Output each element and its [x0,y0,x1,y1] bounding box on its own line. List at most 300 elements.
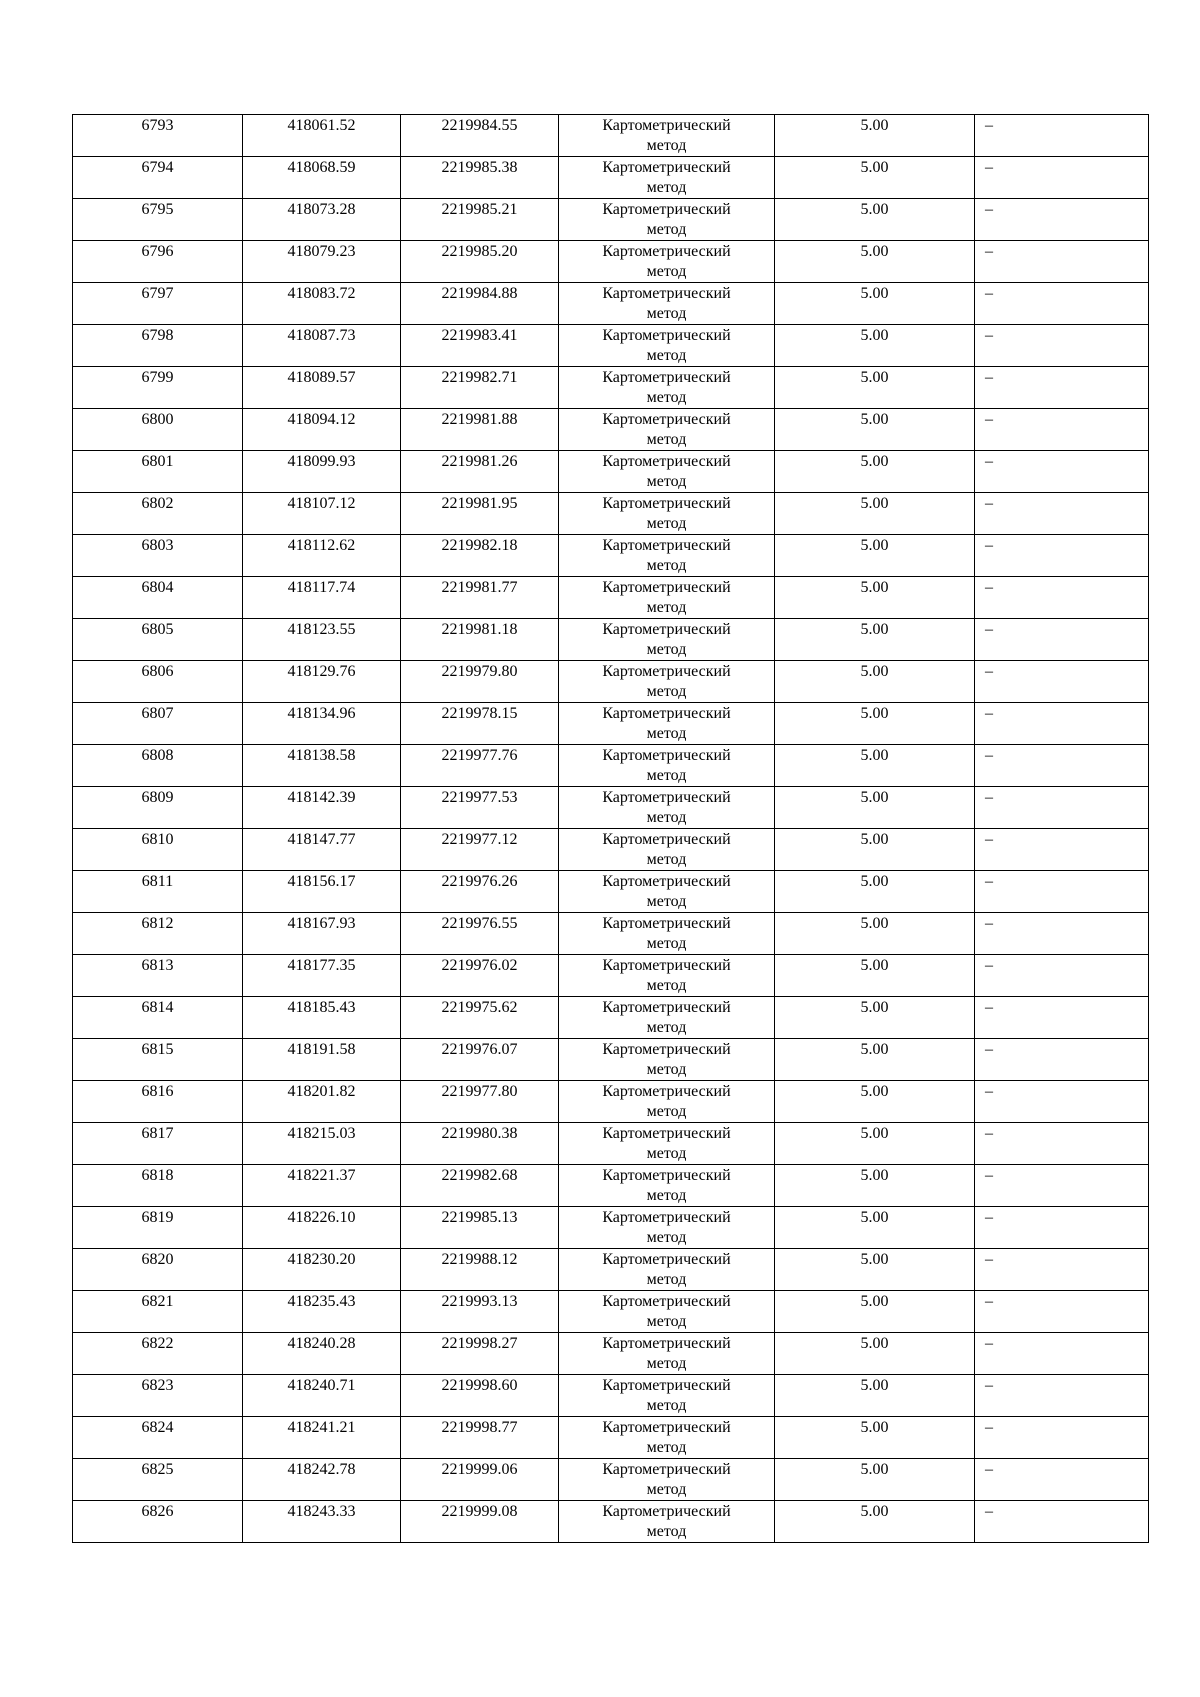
method-text-line: метод [646,1397,687,1414]
cell-y-coordinate: 2219981.88 [401,409,559,451]
cell-x-coordinate: 418129.76 [243,661,401,703]
cell-note: – [975,1039,1149,1081]
method-text-line: Картометрический [602,705,731,722]
cell-method [559,409,775,451]
cell-method [559,1417,775,1459]
table-row [73,325,1149,367]
cell-note: – [975,829,1149,871]
table-row [73,493,1149,535]
cell-point-number: 6794 [73,157,243,199]
cell-note: – [975,1291,1149,1333]
cell-note: – [975,1459,1149,1501]
method-text-line: метод [646,1145,687,1162]
cell-method [559,1039,775,1081]
table-row [73,1249,1149,1291]
cell-note: – [975,955,1149,997]
cell-note: – [975,787,1149,829]
method-text-line: метод [646,1439,687,1456]
method-text-line: Картометрический [602,1251,731,1268]
cell-point-number: 6819 [73,1207,243,1249]
cell-y-coordinate: 2219982.68 [401,1165,559,1207]
cell-y-coordinate: 2219976.07 [401,1039,559,1081]
cell-y-coordinate: 2219981.18 [401,619,559,661]
method-text-line: метод [646,1061,687,1078]
table-row [73,1165,1149,1207]
cell-note: – [975,745,1149,787]
cell-accuracy: 5.00 [775,1039,975,1081]
table-row [73,1039,1149,1081]
method-text-line: Картометрический [602,1503,731,1520]
cell-method [559,871,775,913]
cell-accuracy: 5.00 [775,1375,975,1417]
cell-method [559,913,775,955]
cell-x-coordinate: 418230.20 [243,1249,401,1291]
cell-point-number: 6807 [73,703,243,745]
cell-method [559,1375,775,1417]
method-text-line: Картометрический [602,957,731,974]
cell-x-coordinate: 418221.37 [243,1165,401,1207]
cell-method [559,199,775,241]
cell-accuracy: 5.00 [775,199,975,241]
cell-x-coordinate: 418123.55 [243,619,401,661]
cell-accuracy: 5.00 [775,115,975,157]
cell-accuracy: 5.00 [775,829,975,871]
cell-point-number: 6815 [73,1039,243,1081]
cell-accuracy: 5.00 [775,745,975,787]
cell-point-number: 6816 [73,1081,243,1123]
cell-point-number: 6808 [73,745,243,787]
method-text-line: метод [646,683,687,700]
method-text-line: метод [646,1019,687,1036]
cell-point-number: 6811 [73,871,243,913]
cell-y-coordinate: 2219985.20 [401,241,559,283]
cell-accuracy: 5.00 [775,451,975,493]
cell-y-coordinate: 2219999.08 [401,1501,559,1543]
method-text-line: метод [646,767,687,784]
cell-y-coordinate: 2219981.26 [401,451,559,493]
cell-note: – [975,577,1149,619]
cell-method [559,367,775,409]
method-text-line: метод [646,893,687,910]
cell-point-number: 6817 [73,1123,243,1165]
cell-x-coordinate: 418191.58 [243,1039,401,1081]
cell-x-coordinate: 418226.10 [243,1207,401,1249]
cell-point-number: 6804 [73,577,243,619]
cell-method [559,787,775,829]
cell-accuracy: 5.00 [775,1333,975,1375]
cell-method [559,535,775,577]
cell-point-number: 6802 [73,493,243,535]
coordinates-table [72,114,1149,1543]
cell-accuracy: 5.00 [775,1501,975,1543]
method-text-line: метод [646,1313,687,1330]
cell-point-number: 6793 [73,115,243,157]
table-row [73,1291,1149,1333]
cell-x-coordinate: 418073.28 [243,199,401,241]
method-text-line: Картометрический [602,1083,731,1100]
table-row [73,1207,1149,1249]
cell-x-coordinate: 418112.62 [243,535,401,577]
cell-x-coordinate: 418134.96 [243,703,401,745]
method-text-line: Картометрический [602,1293,731,1310]
cell-point-number: 6795 [73,199,243,241]
cell-point-number: 6806 [73,661,243,703]
cell-note: – [975,913,1149,955]
cell-accuracy: 5.00 [775,283,975,325]
cell-x-coordinate: 418079.23 [243,241,401,283]
table-row [73,283,1149,325]
method-text-line: метод [646,179,687,196]
cell-accuracy: 5.00 [775,577,975,619]
cell-accuracy: 5.00 [775,157,975,199]
table-row [73,1123,1149,1165]
table-row [73,871,1149,913]
cell-y-coordinate: 2219976.02 [401,955,559,997]
coordinates-table-body [73,115,1149,1543]
method-text-line: метод [646,1355,687,1372]
table-row [73,703,1149,745]
cell-point-number: 6823 [73,1375,243,1417]
cell-x-coordinate: 418117.74 [243,577,401,619]
method-text-line: Картометрический [602,873,731,890]
cell-x-coordinate: 418147.77 [243,829,401,871]
table-row [73,1501,1149,1543]
cell-accuracy: 5.00 [775,997,975,1039]
method-text-line: метод [646,1187,687,1204]
cell-point-number: 6799 [73,367,243,409]
table-row [73,1081,1149,1123]
cell-point-number: 6801 [73,451,243,493]
method-text-line: Картометрический [602,453,731,470]
table-row [73,409,1149,451]
cell-point-number: 6824 [73,1417,243,1459]
cell-y-coordinate: 2219988.12 [401,1249,559,1291]
cell-y-coordinate: 2219981.77 [401,577,559,619]
cell-method [559,955,775,997]
cell-x-coordinate: 418215.03 [243,1123,401,1165]
method-text-line: Картометрический [602,537,731,554]
cell-method [559,1081,775,1123]
table-row [73,955,1149,997]
method-text-line: метод [646,935,687,952]
cell-method [559,703,775,745]
cell-method [559,1249,775,1291]
cell-point-number: 6805 [73,619,243,661]
cell-y-coordinate: 2219998.27 [401,1333,559,1375]
method-text-line: метод [646,851,687,868]
cell-point-number: 6809 [73,787,243,829]
method-text-line: метод [646,1481,687,1498]
cell-method [559,451,775,493]
cell-note: – [975,1165,1149,1207]
cell-point-number: 6798 [73,325,243,367]
cell-x-coordinate: 418185.43 [243,997,401,1039]
cell-point-number: 6797 [73,283,243,325]
cell-accuracy: 5.00 [775,1291,975,1333]
method-text-line: метод [646,557,687,574]
cell-x-coordinate: 418061.52 [243,115,401,157]
cell-y-coordinate: 2219984.88 [401,283,559,325]
cell-point-number: 6800 [73,409,243,451]
method-text-line: метод [646,389,687,406]
method-text-line: Картометрический [602,1461,731,1478]
method-text-line: Картометрический [602,1335,731,1352]
cell-y-coordinate: 2219998.77 [401,1417,559,1459]
cell-method [559,325,775,367]
cell-y-coordinate: 2219999.06 [401,1459,559,1501]
cell-y-coordinate: 2219977.12 [401,829,559,871]
cell-x-coordinate: 418107.12 [243,493,401,535]
cell-method [559,661,775,703]
cell-note: – [975,703,1149,745]
cell-y-coordinate: 2219983.41 [401,325,559,367]
cell-method [559,745,775,787]
method-text-line: Картометрический [602,747,731,764]
method-text-line: Картометрический [602,285,731,302]
cell-point-number: 6818 [73,1165,243,1207]
cell-note: – [975,199,1149,241]
method-text-line: метод [646,1229,687,1246]
method-text-line: метод [646,725,687,742]
cell-accuracy: 5.00 [775,325,975,367]
cell-note: – [975,1207,1149,1249]
cell-point-number: 6825 [73,1459,243,1501]
method-text-line: Картометрический [602,915,731,932]
method-text-line: метод [646,305,687,322]
method-text-line: метод [646,431,687,448]
cell-accuracy: 5.00 [775,241,975,283]
table-row [73,661,1149,703]
method-text-line: метод [646,1271,687,1288]
method-text-line: метод [646,599,687,616]
cell-note: – [975,115,1149,157]
cell-accuracy: 5.00 [775,1123,975,1165]
cell-accuracy: 5.00 [775,787,975,829]
cell-accuracy: 5.00 [775,871,975,913]
cell-method [559,619,775,661]
cell-method [559,283,775,325]
cell-method [559,1333,775,1375]
cell-y-coordinate: 2219985.13 [401,1207,559,1249]
method-text-line: Картометрический [602,411,731,428]
cell-y-coordinate: 2219984.55 [401,115,559,157]
cell-method [559,1291,775,1333]
cell-note: – [975,661,1149,703]
cell-accuracy: 5.00 [775,955,975,997]
table-row [73,829,1149,871]
cell-x-coordinate: 418089.57 [243,367,401,409]
cell-x-coordinate: 418242.78 [243,1459,401,1501]
cell-accuracy: 5.00 [775,1165,975,1207]
cell-accuracy: 5.00 [775,1249,975,1291]
cell-x-coordinate: 418235.43 [243,1291,401,1333]
cell-note: – [975,535,1149,577]
cell-note: – [975,1081,1149,1123]
cell-accuracy: 5.00 [775,493,975,535]
cell-note: – [975,1123,1149,1165]
table-row [73,367,1149,409]
method-text-line: Картометрический [602,369,731,386]
cell-point-number: 6812 [73,913,243,955]
cell-note: – [975,1417,1149,1459]
method-text-line: Картометрический [602,1419,731,1436]
cell-note: – [975,157,1149,199]
table-row [73,787,1149,829]
cell-method [559,577,775,619]
cell-y-coordinate: 2219998.60 [401,1375,559,1417]
cell-method [559,157,775,199]
method-text-line: Картометрический [602,831,731,848]
method-text-line: Картометрический [602,243,731,260]
cell-note: – [975,1375,1149,1417]
cell-note: – [975,325,1149,367]
method-text-line: Картометрический [602,621,731,638]
method-text-line: Картометрический [602,1167,731,1184]
cell-accuracy: 5.00 [775,661,975,703]
cell-x-coordinate: 418240.71 [243,1375,401,1417]
table-row [73,1459,1149,1501]
table-row [73,199,1149,241]
method-text-line: Картометрический [602,495,731,512]
cell-note: – [975,367,1149,409]
cell-point-number: 6813 [73,955,243,997]
cell-accuracy: 5.00 [775,409,975,451]
table-row [73,997,1149,1039]
method-text-line: Картометрический [602,999,731,1016]
cell-point-number: 6814 [73,997,243,1039]
method-text-line: метод [646,809,687,826]
cell-method [559,1501,775,1543]
cell-note: – [975,493,1149,535]
table-row [73,115,1149,157]
cell-note: – [975,409,1149,451]
cell-accuracy: 5.00 [775,913,975,955]
table-row [73,241,1149,283]
table-row [73,1417,1149,1459]
method-text-line: метод [646,473,687,490]
method-text-line: Картометрический [602,663,731,680]
cell-x-coordinate: 418156.17 [243,871,401,913]
cell-y-coordinate: 2219977.76 [401,745,559,787]
cell-y-coordinate: 2219985.21 [401,199,559,241]
cell-point-number: 6803 [73,535,243,577]
method-text-line: Картометрический [602,1041,731,1058]
method-text-line: метод [646,1523,687,1540]
cell-y-coordinate: 2219976.55 [401,913,559,955]
cell-method [559,1165,775,1207]
cell-accuracy: 5.00 [775,535,975,577]
cell-x-coordinate: 418138.58 [243,745,401,787]
cell-accuracy: 5.00 [775,703,975,745]
cell-point-number: 6826 [73,1501,243,1543]
cell-x-coordinate: 418177.35 [243,955,401,997]
table-row [73,451,1149,493]
cell-y-coordinate: 2219977.53 [401,787,559,829]
cell-note: – [975,619,1149,661]
cell-y-coordinate: 2219978.15 [401,703,559,745]
cell-y-coordinate: 2219981.95 [401,493,559,535]
cell-y-coordinate: 2219979.80 [401,661,559,703]
cell-method [559,997,775,1039]
method-text-line: Картометрический [602,117,731,134]
method-text-line: Картометрический [602,327,731,344]
cell-note: – [975,871,1149,913]
method-text-line: Картометрический [602,1125,731,1142]
cell-y-coordinate: 2219982.71 [401,367,559,409]
method-text-line: Картометрический [602,201,731,218]
method-text-line: метод [646,221,687,238]
cell-note: – [975,1501,1149,1543]
cell-y-coordinate: 2219982.18 [401,535,559,577]
cell-method [559,493,775,535]
cell-point-number: 6810 [73,829,243,871]
cell-x-coordinate: 418243.33 [243,1501,401,1543]
cell-note: – [975,241,1149,283]
cell-y-coordinate: 2219985.38 [401,157,559,199]
method-text-line: метод [646,263,687,280]
cell-point-number: 6796 [73,241,243,283]
method-text-line: Картометрический [602,1209,731,1226]
cell-point-number: 6821 [73,1291,243,1333]
table-row [73,1333,1149,1375]
cell-accuracy: 5.00 [775,619,975,661]
method-text-line: метод [646,515,687,532]
cell-x-coordinate: 418087.73 [243,325,401,367]
cell-note: – [975,1333,1149,1375]
cell-accuracy: 5.00 [775,1459,975,1501]
cell-y-coordinate: 2219975.62 [401,997,559,1039]
table-row [73,619,1149,661]
cell-x-coordinate: 418201.82 [243,1081,401,1123]
cell-method [559,241,775,283]
cell-method [559,1207,775,1249]
cell-y-coordinate: 2219993.13 [401,1291,559,1333]
cell-accuracy: 5.00 [775,1081,975,1123]
table-row [73,1375,1149,1417]
table-row [73,535,1149,577]
method-text-line: Картометрический [602,1377,731,1394]
cell-x-coordinate: 418167.93 [243,913,401,955]
cell-x-coordinate: 418241.21 [243,1417,401,1459]
table-row [73,745,1149,787]
cell-x-coordinate: 418142.39 [243,787,401,829]
table-row [73,157,1149,199]
cell-x-coordinate: 418068.59 [243,157,401,199]
cell-point-number: 6822 [73,1333,243,1375]
cell-method [559,1123,775,1165]
cell-method [559,829,775,871]
cell-x-coordinate: 418099.93 [243,451,401,493]
method-text-line: метод [646,347,687,364]
cell-method [559,1459,775,1501]
cell-note: – [975,451,1149,493]
method-text-line: Картометрический [602,789,731,806]
cell-x-coordinate: 418094.12 [243,409,401,451]
method-text-line: метод [646,977,687,994]
cell-x-coordinate: 418240.28 [243,1333,401,1375]
cell-note: – [975,283,1149,325]
cell-note: – [975,997,1149,1039]
method-text-line: Картометрический [602,159,731,176]
method-text-line: метод [646,641,687,658]
cell-point-number: 6820 [73,1249,243,1291]
table-row [73,913,1149,955]
cell-x-coordinate: 418083.72 [243,283,401,325]
cell-y-coordinate: 2219977.80 [401,1081,559,1123]
cell-accuracy: 5.00 [775,1207,975,1249]
cell-y-coordinate: 2219976.26 [401,871,559,913]
cell-y-coordinate: 2219980.38 [401,1123,559,1165]
